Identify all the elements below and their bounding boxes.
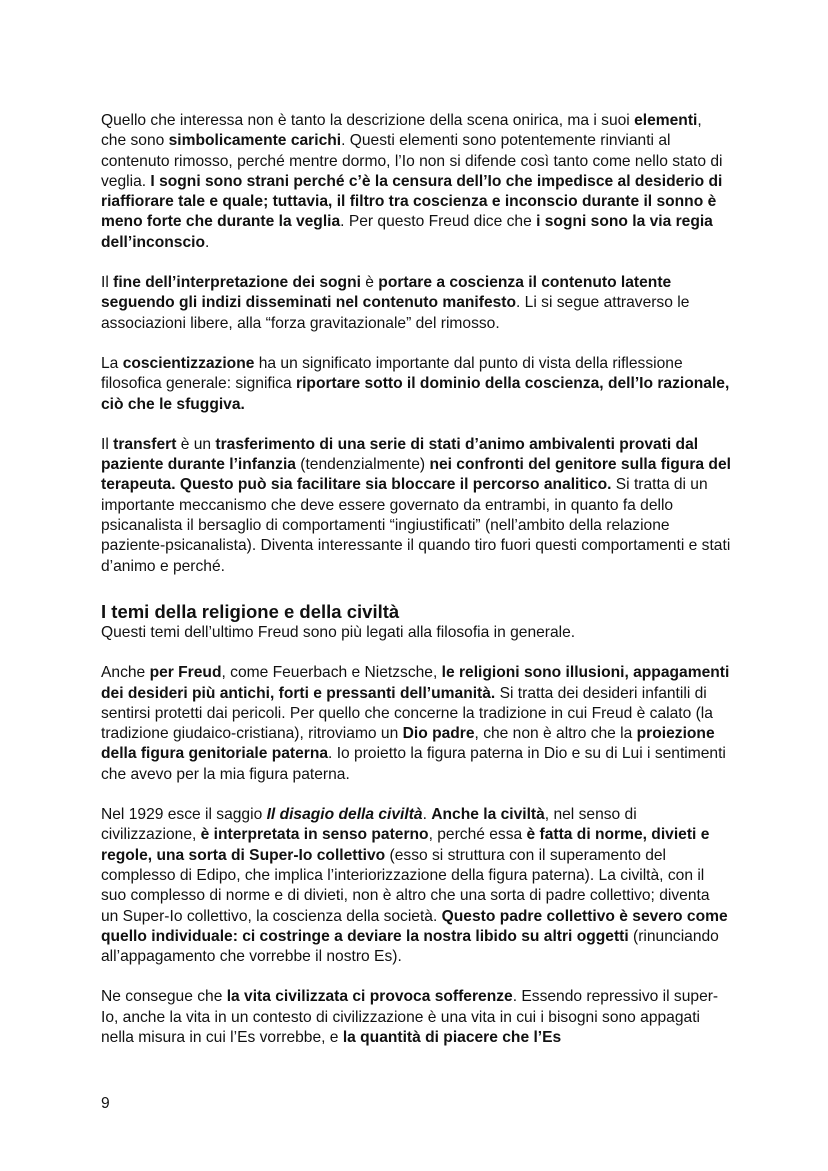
page-body bbox=[101, 111, 731, 1048]
text-run: , nel senso di civilizzazione, bbox=[101, 806, 637, 844]
text-run: Il bbox=[101, 435, 114, 453]
paragraph bbox=[101, 987, 731, 1048]
bold-text: è interpretata in senso paterno bbox=[200, 826, 429, 844]
text-run: (rinunciando all’appagamento che vorrebbe il nostro Es). bbox=[101, 927, 719, 966]
text-run: è un bbox=[176, 435, 216, 453]
text-run: . Per questo Freud dice che bbox=[340, 213, 537, 231]
paragraph bbox=[101, 805, 731, 967]
bold-text: fine dell’interpretazione dei sogni bbox=[113, 274, 361, 292]
bold-italic-text: Il disagio della civiltà bbox=[266, 806, 423, 824]
text-run: , che sono bbox=[101, 112, 702, 150]
paragraph bbox=[101, 663, 731, 785]
text-run: Si tratta di un importante meccanismo che deve essere governato da entrambi, in quanto fa dello psicanalista il bersaglio di comportamenti “ingiustificati” (nell’ambito della relazione paziente-psicanalista). Diventa interessante il quando tiro fuori questi comportamenti e stati d’animo e perché. bbox=[101, 476, 731, 575]
bold-text: trasferimento di una serie di stati d’animo ambivalenti provati dal paziente durante l’infanzia bbox=[101, 435, 699, 474]
bold-text: le religioni sono illusioni, appagamenti dei desideri più antichi, forti e pressanti dell’umanità. bbox=[101, 664, 730, 702]
bold-text: coscientizzazione bbox=[122, 354, 255, 372]
bold-text: per Freud bbox=[149, 664, 222, 682]
text-run: , perché essa bbox=[428, 826, 527, 844]
text-run: La bbox=[101, 354, 123, 372]
text-run: Ne consegue che bbox=[101, 988, 227, 1006]
bold-text: è fatta di norme, divieti e regole, una sorta di Super-Io collettivo bbox=[101, 826, 710, 864]
bold-text: Questo padre collettivo è severo come quello individuale: ci costringe a deviare la nostra libido su altri oggetti bbox=[101, 907, 728, 945]
bold-text: Anche la civiltà bbox=[431, 806, 545, 824]
text-run: . Essendo repressivo il super-Io, anche la vita in un contesto di civilizzazione è una vita in cui i bisogni sono appagati nella misura in cui l’Es vorrebbe, e bbox=[101, 988, 719, 1046]
paragraph bbox=[101, 435, 731, 577]
bold-text: proiezione della figura genitoriale paterna bbox=[101, 725, 715, 763]
text-run: Si tratta dei desideri infantili di sentirsi protetti dai pericoli. Per quello che concerne la tradizione in cui Freud è calato (la tradizione giudaico-cristiana), ritroviamo un bbox=[101, 684, 713, 743]
paragraph bbox=[101, 111, 731, 253]
bold-text: I sogni sono strani perché c’è la censura dell’Io che impedisce al desiderio di riaffiorare tale e quale; tuttavia, il filtro tra coscienza e inconscio durante il sonno è meno forte che durante la veglia bbox=[101, 172, 723, 231]
bold-text: elementi bbox=[634, 112, 698, 129]
bold-text bbox=[267, 806, 423, 823]
text-run: , come Feuerbach e Nietzsche, bbox=[221, 664, 442, 682]
text-run: Il bbox=[101, 274, 114, 292]
bold-text: riportare sotto il dominio della coscienza, dell’Io razionale, ciò che le sfuggiva. bbox=[101, 375, 730, 413]
text-run: (esso si struttura con il superamento del complesso di Edipo, che implica l’interiorizzazione della figura paterna). La civiltà, con il suo complesso di norme e di divieti, non è altro che una sorta di padre collettivo; diventa un Super-Io collettivo, la coscienza della società. bbox=[101, 846, 710, 925]
bold-text: Dio padre bbox=[402, 725, 475, 743]
text-run: . Li si segue attraverso le associazioni libere, alla “forza gravitazionale” del rimosso. bbox=[101, 294, 690, 332]
text-run: Anche bbox=[101, 664, 150, 682]
text-run: Quello che interessa non è tanto la descrizione della scena onirica, ma i suoi bbox=[101, 112, 635, 129]
text-run: ha un significato importante dal punto di vista della riflessione filosofica generale: significa bbox=[101, 354, 683, 393]
text-run: . bbox=[204, 233, 210, 251]
bold-text: simbolicamente carichi bbox=[168, 132, 342, 150]
paragraph bbox=[101, 623, 731, 643]
text-run: . Io proietto la figura paterna in Dio e su di Lui i sentimenti che avevo per la mia figura paterna. bbox=[101, 745, 726, 783]
section-heading: I temi della religione e della civiltà bbox=[101, 600, 400, 622]
text-run: Questi temi dell’ultimo Freud sono più legati alla filosofia in generale. bbox=[101, 623, 576, 641]
text-run: Nel 1929 esce il saggio bbox=[101, 806, 267, 824]
text-run: è bbox=[360, 274, 379, 292]
bold-text: la vita civilizzata ci provoca sofferenze bbox=[226, 988, 513, 1006]
bold-text: transfert bbox=[113, 435, 177, 453]
bold-text: nei confronti del genitore sulla figura del terapeuta. Questo può sia facilitare sia bloccare il percorso analitico. bbox=[101, 456, 731, 494]
paragraph bbox=[101, 273, 731, 334]
paragraph bbox=[101, 354, 731, 415]
bold-text: i sogni sono la via regia dell’inconscio bbox=[101, 213, 713, 251]
text-run: . Questi elementi sono potentemente rinvianti al contenuto rimosso, perché mentre dormo, l’Io non si difende così tanto come nello stato di veglia. bbox=[101, 132, 723, 190]
text-run: (tendenzialmente) bbox=[295, 456, 430, 474]
bold-text: portare a coscienza il contenuto latente seguendo gli indizi disseminati nel contenuto manifesto bbox=[101, 274, 672, 312]
page-number: 9 bbox=[101, 1095, 110, 1112]
text-run: , che non è altro che la bbox=[474, 725, 637, 743]
bold-text: la quantità di piacere che l’Es bbox=[342, 1028, 562, 1046]
text-run: . bbox=[422, 806, 432, 824]
